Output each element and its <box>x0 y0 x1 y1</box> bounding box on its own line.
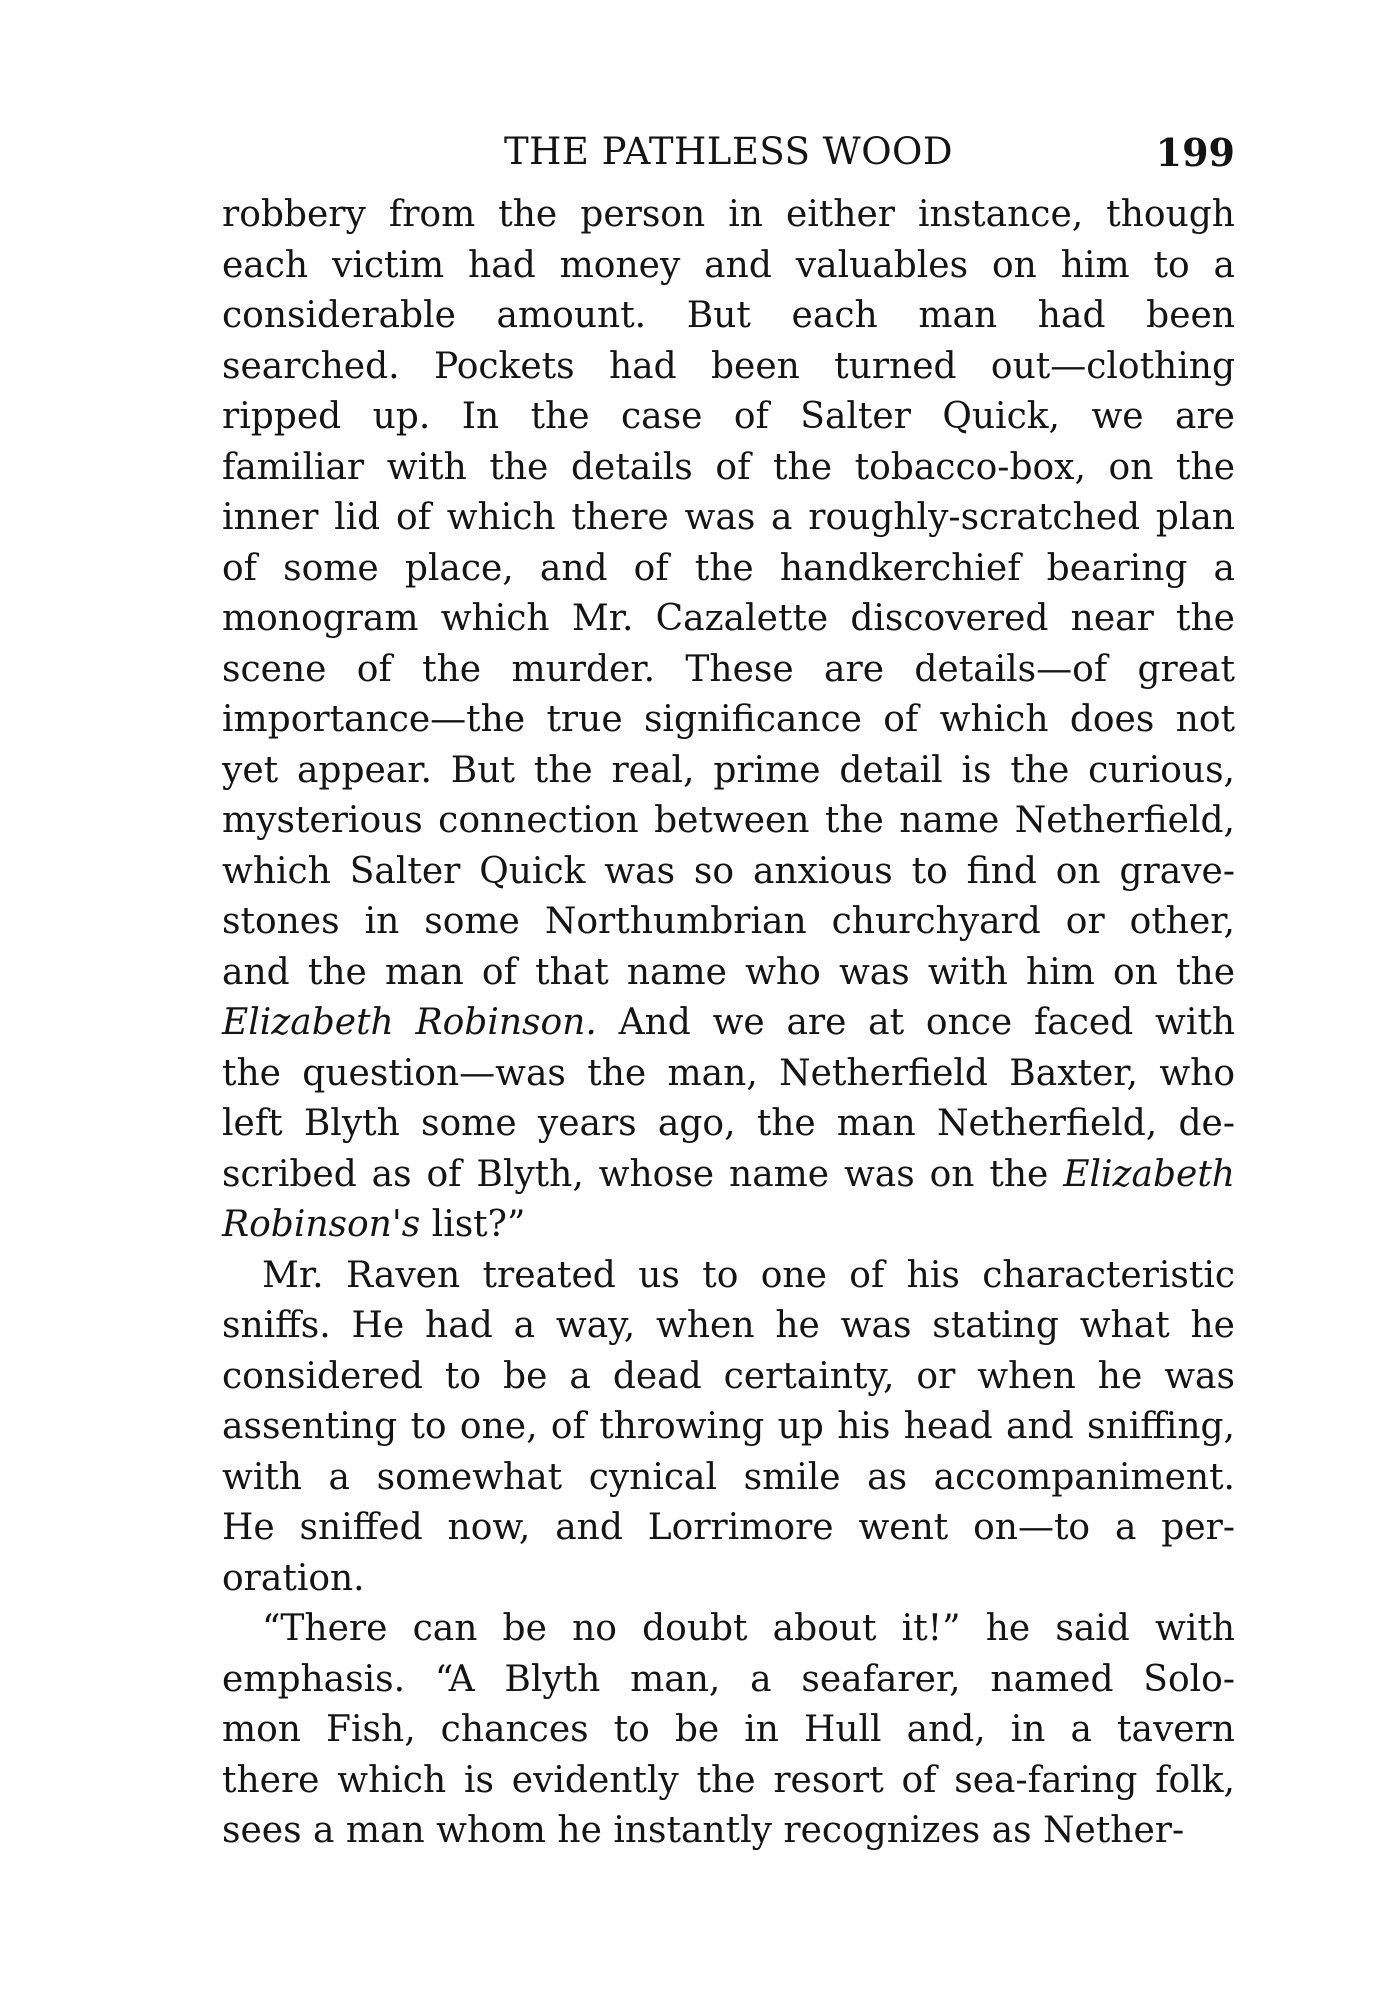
page-header <box>222 126 1235 186</box>
text-line: “There can be no doubt about it!” he said with <box>262 1608 1235 1649</box>
body-text <box>222 190 1235 1857</box>
text-line: familiar with the details of the tobacco-box, on the <box>222 446 1235 488</box>
italic-title: Elizabeth <box>1063 1153 1235 1195</box>
text-line: yet appear. But the real, prime detail is the curious, <box>222 749 1235 791</box>
running-title: THE PATHLESS WOOD <box>503 130 954 173</box>
text-line: scribed as of Blyth, whose name was on the Elizabeth <box>222 1153 1235 1195</box>
paragraph <box>222 1251 1235 1605</box>
text-line: stones in some Northumbrian churchyard or other, <box>222 901 1235 942</box>
paragraph <box>222 1604 1235 1857</box>
text-line: mysterious connection between the name Netherfield, <box>222 800 1235 841</box>
text-line: which Salter Quick was so anxious to find on grave- <box>222 850 1235 892</box>
text-line: inner lid of which there was a roughly-scratched plan <box>222 497 1235 538</box>
text-line: Robinson's list?” <box>222 1204 526 1245</box>
italic-title: Elizabeth Robinson. <box>222 1002 597 1043</box>
text-line: sniffs. He had a way, when he was stating what he <box>222 1305 1235 1346</box>
text-line: ripped up. In the case of Salter Quick, we are <box>222 396 1235 437</box>
text-line: sees a man whom he instantly recognizes as Nether- <box>222 1810 1185 1851</box>
text-line: mon Fish, chances to be in Hull and, in a tavern <box>222 1709 1235 1750</box>
text-line: and the man of that name who was with him on the <box>222 951 1235 993</box>
italic-title: Robinson's <box>222 1204 421 1245</box>
text-line: assenting to one, of throwing up his head and sniffing, <box>222 1406 1235 1447</box>
text-line: with a somewhat cynical smile as accompaniment. <box>222 1456 1235 1498</box>
text-line: searched. Pockets had been turned out—clothing <box>222 345 1235 387</box>
page-number: 199 <box>1155 130 1235 175</box>
text-line: considerable amount. But each man had been <box>222 295 1235 336</box>
text-line: left Blyth some years ago, the man Netherfield, de- <box>222 1103 1235 1144</box>
text-line: monogram which Mr. Cazalette discovered near the <box>222 598 1235 639</box>
text-line: He sniffed now, and Lorrimore went on—to a per- <box>222 1507 1235 1548</box>
text-line: of some place, and of the handkerchief bearing a <box>222 547 1235 589</box>
text-line: each victim had money and valuables on him to a <box>222 244 1235 286</box>
text-line: Elizabeth Robinson. And we are at once faced with <box>222 1002 1236 1043</box>
text-line: Mr. Raven treated us to one of his characteristic <box>262 1254 1235 1296</box>
text-line: there which is evidently the resort of sea-faring folk, <box>222 1759 1235 1801</box>
text-line: scene of the murder. These are details—of great <box>222 648 1235 690</box>
text-line: emphasis. “A Blyth man, a seafarer, named Solo- <box>222 1658 1235 1700</box>
text-line: importance—the true significance of which does not <box>222 699 1235 740</box>
text-line: the question—was the man, Netherfield Baxter, who <box>222 1052 1235 1094</box>
text-line: considered to be a dead certainty, or when he was <box>222 1355 1235 1397</box>
paragraph <box>222 190 1235 1251</box>
text-line: oration. <box>222 1557 365 1599</box>
text-line: robbery from the person in either instance, though <box>222 194 1235 235</box>
